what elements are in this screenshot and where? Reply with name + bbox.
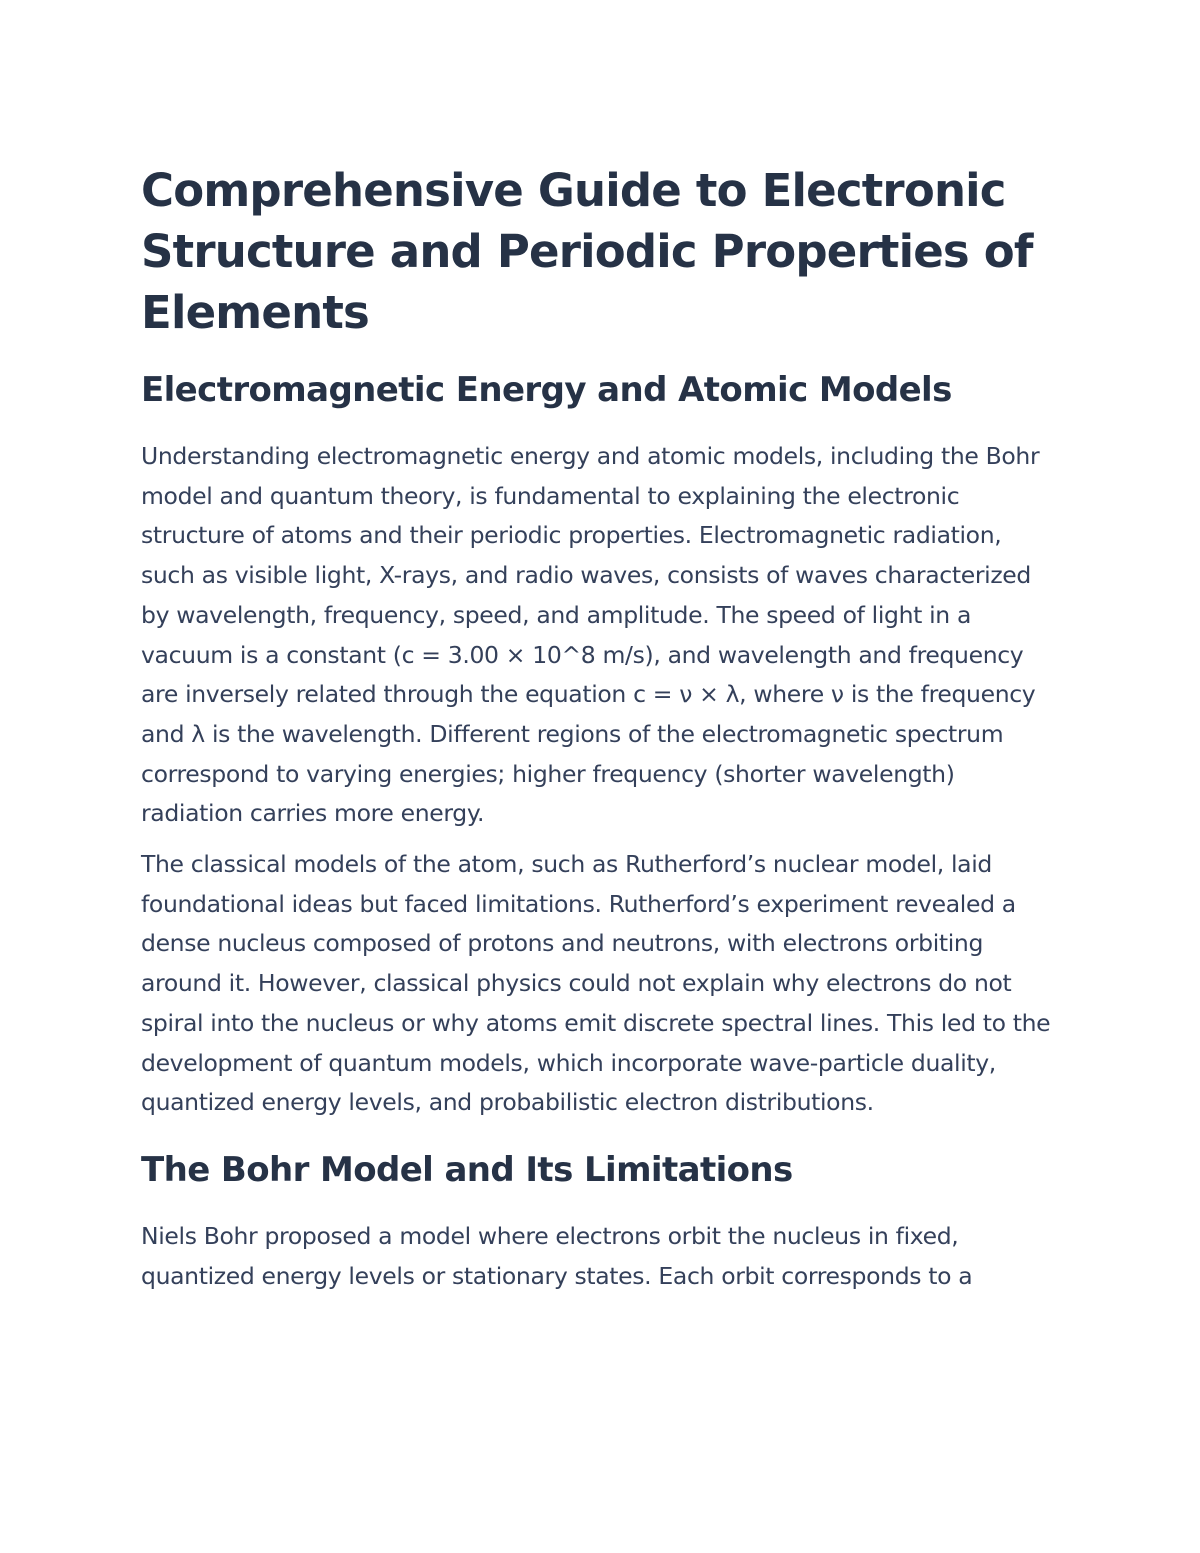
paragraph-electromagnetic-radiation: Understanding electromagnetic energy and atomic models, including the Bohr model and quantum theory, is fundamental to explaining the electronic structure of atoms and their periodic properties. Electromagnetic radiation, such as visible light, X-rays, and radio waves, consists of waves characterized by wavelength, frequency, speed, and amplitude. The speed of light in a vacuum is a constant (c = 3.00 × 10^8 m/s), and wavelength and frequency are inversely related through the equation c = ν × λ, where ν is the frequency and λ is the wavelength. Different regions of the electromagnetic spectrum correspond to varying energies; higher frequency (shorter wavelength) radiation carries more energy. — [141, 442, 1040, 828]
paragraph-bohr-model: Niels Bohr proposed a model where electrons orbit the nucleus in fixed, quantized energy levels or stationary states. Each orbit corresponds to a — [141, 1221, 973, 1290]
document-title: Comprehensive Guide to Electronic Structure and Periodic Properties of Elements — [141, 164, 1033, 339]
section-heading-electromagnetic-energy: Electromagnetic Energy and Atomic Models — [141, 370, 952, 410]
paragraph-classical-models: The classical models of the atom, such as Rutherford’s nuclear model, laid foundational ideas but faced limitations. Rutherford’s experiment revealed a dense nucleus composed of protons and neutrons, with electrons orbiting around it. However, classical physics could not explain why electrons do not spiral into the nucleus or why atoms emit discrete spectral lines. This led to the development of quantum models, which incorporate wave-particle duality, quantized energy levels, and probabilistic electron distributions. — [141, 850, 1051, 1117]
section-heading-bohr-model: The Bohr Model and Its Limitations — [141, 1149, 793, 1190]
document-page — [141, 160, 1059, 1296]
